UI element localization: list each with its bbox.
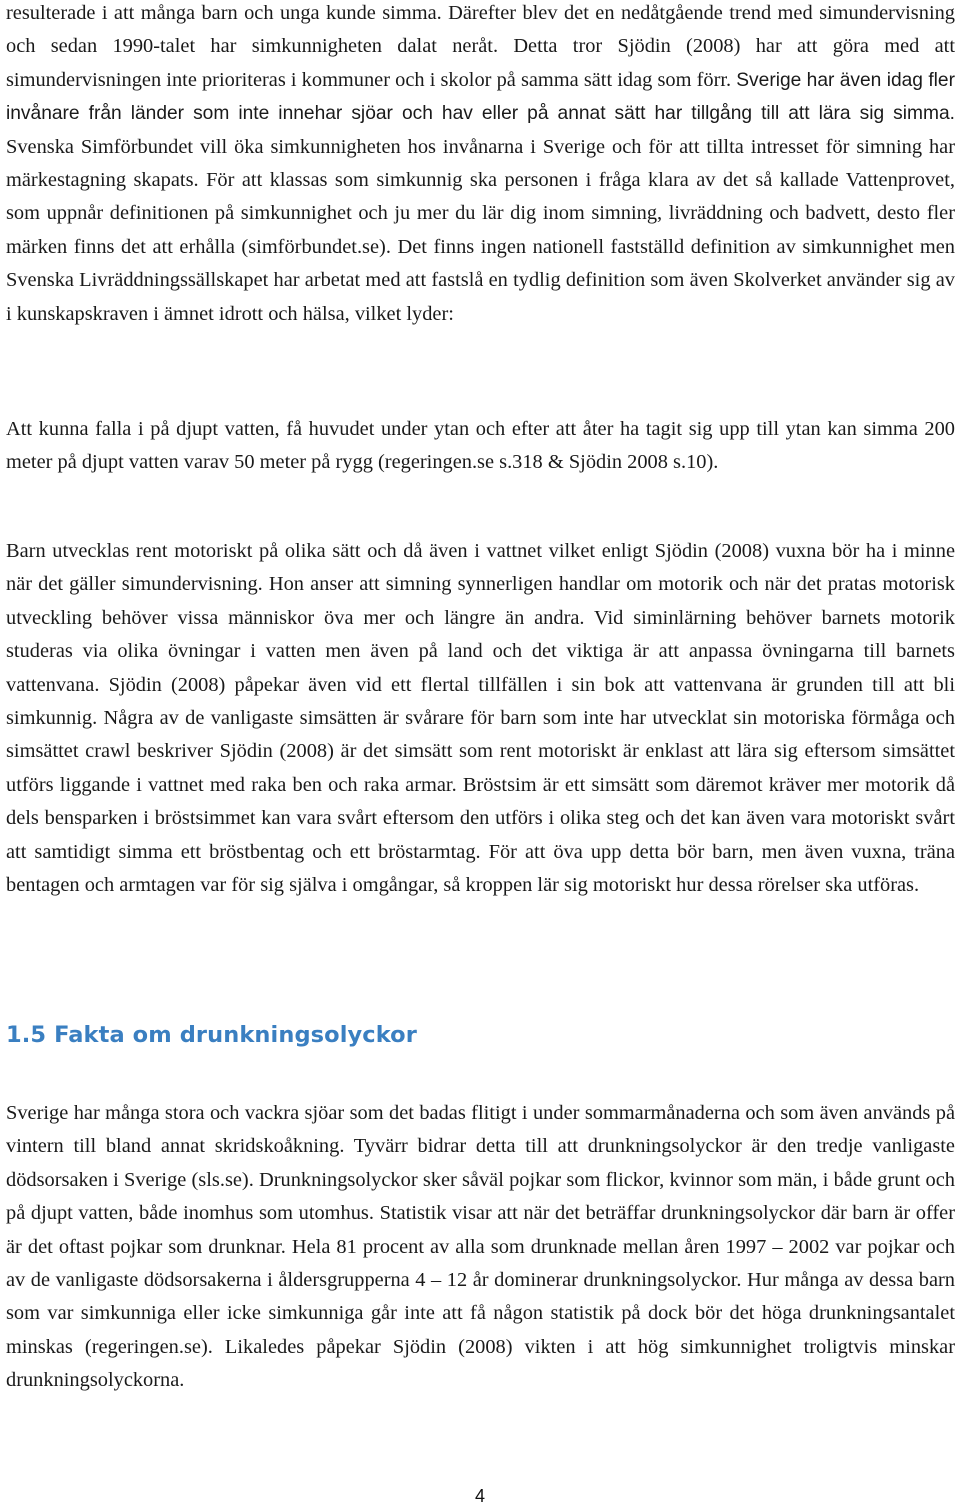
page-number: 4 <box>474 1486 485 1506</box>
paragraph-1-part-c: Svenska Simförbundet vill öka simkunnigheten hos invånarna i Sverige och för att tillta intresset för simning har märkestagning skapats. För att klassas som simkunnig ska personen i fråga klara av det så kallade Vattenprovet, som uppnår definitionen på simkunnighet och ju mer du lär dig inom simning, livräddning och badvett, desto fler märken finns det att erhålla (simförbundet.se). Det finns ingen nationell fastställd definition av simkunnighet men Svenska Livräddningssällskapet har arbetat med att fastslå en tydlig definition som även Skolverket använder sig av i kunskapskraven i ämnet idrott och hälsa, vilket lyder: <box>6 135 955 325</box>
body-paragraph-2: Barn utvecklas rent motoriskt på olika sätt och då även i vattnet vilket enligt Sjödin (2008) vuxna bör ha i minne när det gäller simundervisning. Hon anser att simning synnerligen handlar om motorik och när det pratas motorisk utveckling behöver vissa människor öva mer och längre än andra. Vid siminlärning behöver barnets motorik studeras via olika övningar i vatten men även på land och det viktiga är att anpassa övningarna till barnets vattenvana. Sjödin (2008) påpekar även vid ett flertal tillfällen i sin bok att vattenvana är grunden till att bli simkunnig. Några av de vanligaste simsätten är svårare för barn som inte har utvecklat sin motoriska förmåga och simsättet crawl beskriver Sjödin (2008) är det simsätt som rent motoriskt är enklast att lära sig eftersom simsättet utförs liggande i vattnet med raka ben och raka armar. Bröstsim är ett simsätt som däremot kräver mer motorik då dels bensparken i bröstsimmet kan vara svårt eftersom den utförs i olika steg och det kan även vara motoriskt svårt att samtidigt simma ett bröstbentag och ett bröstarmtag. För att öva upp detta bör barn, men även vuxna, träna bentagen och armtagen var för sig själva i omgångar, så kroppen lär sig motoriskt hur dessa rörelser ska utföras. <box>6 540 955 897</box>
paragraph-1-part-a: resulterade i att många barn och unga kunde simma. Därefter blev det en nedåtgående trend med simundervisning och sedan 1990-talet har simkunnigheten dalat neråt. Detta tror Sjödin (2008) har att göra med att simundervisningen inte prioriteras i kommuner och i skolor på samma sätt idag som förr. <box>6 2 955 91</box>
body-paragraph-3: Sverige har många stora och vackra sjöar som det badas flitigt i under sommarmånaderna och som även används på vintern till bland annat skridskoåkning. Tyvärr bidrar detta till att drunkningsolyckor är den tredje vanligaste dödsorsaken i Sverige (sls.se). Drunkningsolyckor sker såväl pojkar som flickor, kvinnor som män, i både grunt och på djupt vatten, både inomhus som utomhus. Statistik visar att när det beträffar drunkningsolyckor där barn är offer är det oftast pojkar som drunknar. Hela 81 procent av alla som drunknade mellan åren 1997 – 2002 var pojkar och av de vanligaste dödsorsakerna i åldersgrupperna 4 – 12 år dominerar drunkningsolyckor. Hur många av dessa barn som var simkunniga eller icke simkunniga går inte att få någon statistik på dock bör det höga drunkningsantalet minskas (regeringen.se). Likaledes påpekar Sjödin (2008) vikten i att hög simkunnighet troligtvis minskar drunkningsolyckorna. <box>6 1102 955 1392</box>
definition-quote: Att kunna falla i på djupt vatten, få huvudet under ytan och efter att åter ha tagit sig upp till ytan kan simma 200 meter på djupt vatten varav 50 meter på rygg (regeringen.se s.318 & Sjödin 2008 s.10). <box>6 418 955 474</box>
paragraph-1-part-b: Sverige har även idag fler invånare från länder som inte innehar sjöar och hav eller på annat sätt har tillgång till att lära sig simma. <box>6 69 955 125</box>
section-heading: 1.5 Fakta om drunkningsolyckor <box>6 1022 417 1048</box>
body-paragraph-1 <box>6 0 955 331</box>
